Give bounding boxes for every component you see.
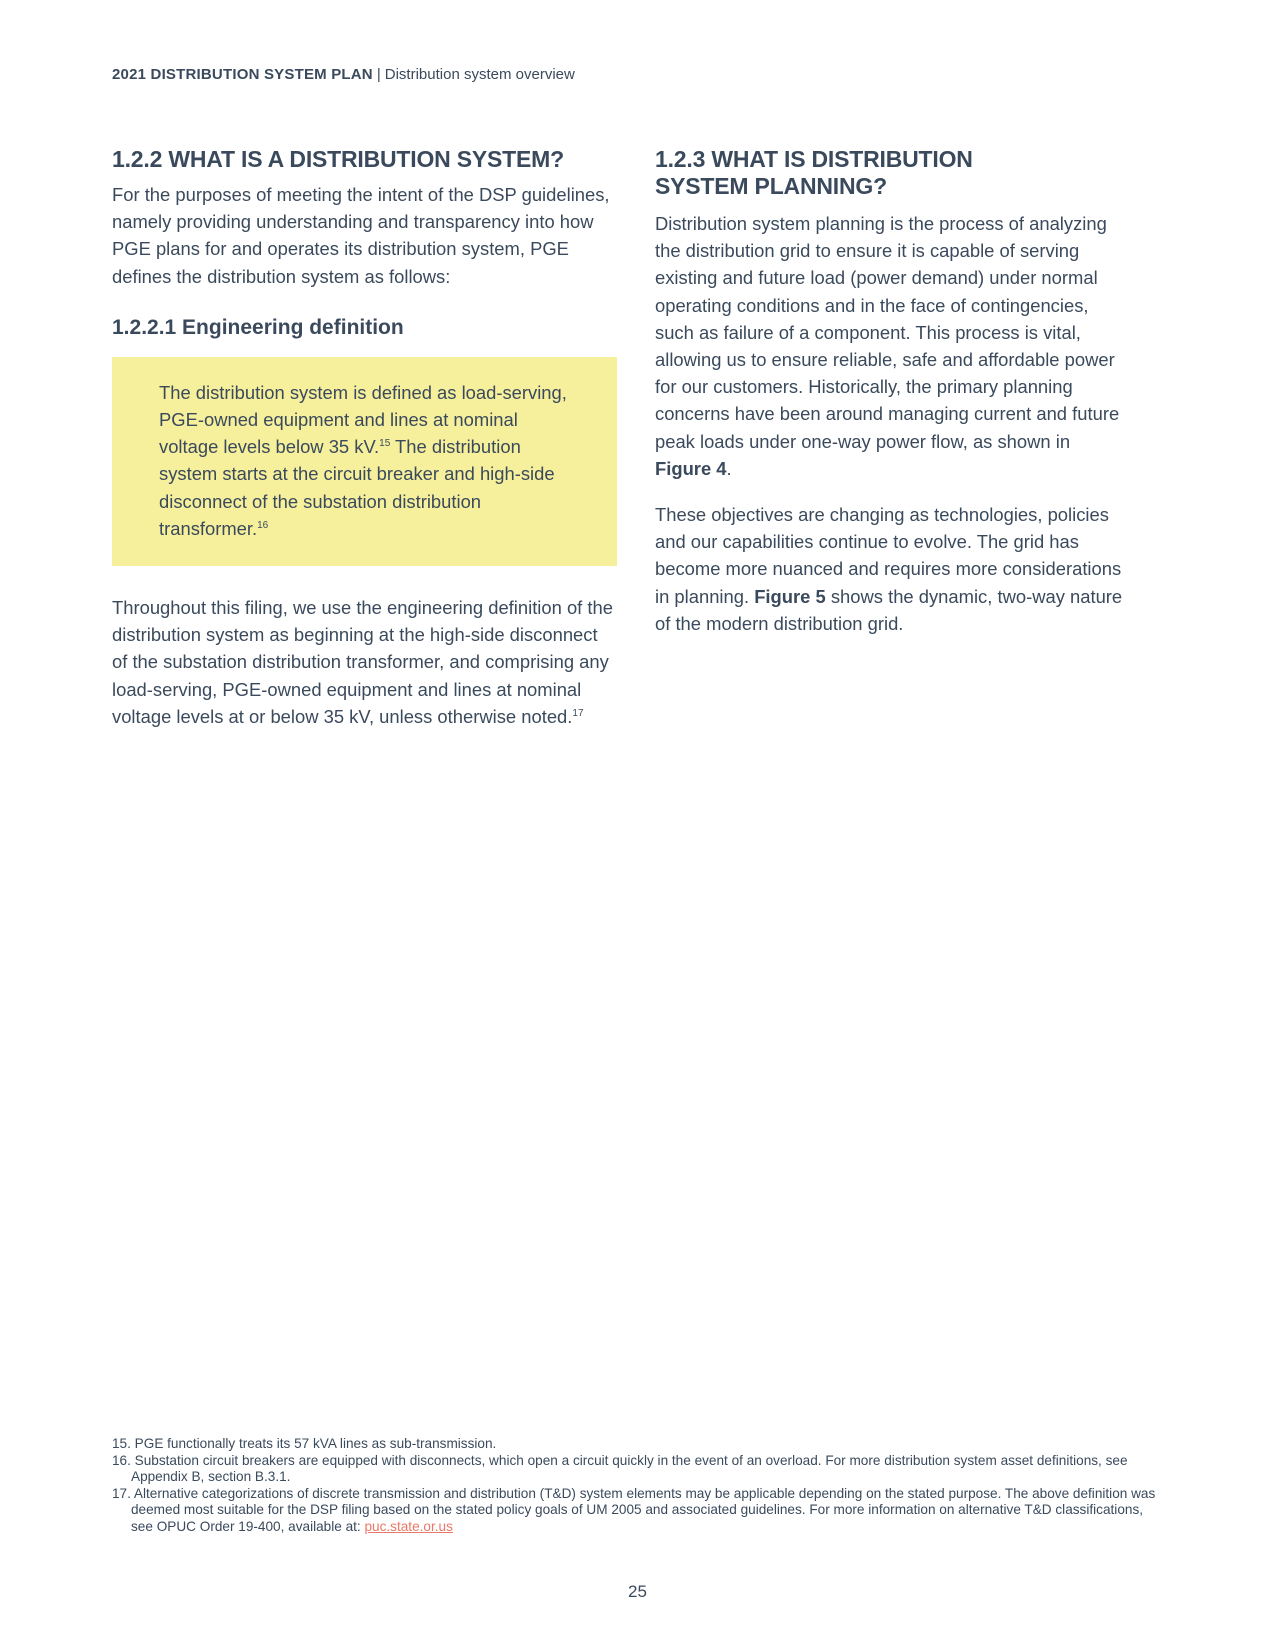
puc-link[interactable]: puc.state.or.us	[364, 1518, 453, 1534]
footnote-ref-15[interactable]: 15	[379, 438, 391, 450]
page-header	[112, 66, 575, 83]
planning-paragraph-2	[655, 501, 1125, 637]
page-number: 25	[628, 1582, 647, 1601]
footnotes	[112, 1436, 1162, 1535]
section-heading-1-2-3: 1.2.3 WHAT IS DISTRIBUTION SYSTEM PLANNING?	[655, 146, 973, 199]
definition-callout	[112, 357, 617, 566]
planning-text-1: Distribution system planning is the process of analyzing the distribution grid to ensure it is capable of serving existing and future load (power demand) under normal operating conditions and in the face of contingencies, such as failure of a component. This process is vital, allowing us to ensure reliable, safe and affordable power for our customers. Historically, the primary planning concerns have been around managing current and future peak loads under one-way power flow, as shown in	[655, 213, 1120, 452]
callout-text-b: The distribution system starts at the circuit breaker and high-side disconnect of the substation distribution transformer.	[159, 436, 555, 539]
intro-paragraph: For the purposes of meeting the intent of the DSP guidelines, namely providing understanding and transparency into how PGE plans for and operates its distribution system, PGE defines the distribution system as follows:	[112, 184, 610, 287]
plan-title: 2021 DISTRIBUTION SYSTEM PLAN	[112, 66, 373, 83]
planning-text-2: These objectives are changing as technologies, policies and our capabilities continue to evolve. The grid has become more nuanced and requires more considerations in planning.	[655, 504, 1122, 607]
right-column	[655, 146, 1125, 637]
planning-text-1-end: .	[726, 457, 732, 479]
footnote-ref-16[interactable]: 16	[257, 519, 269, 531]
left-column	[112, 146, 617, 730]
footnote-ref-17[interactable]: 17	[572, 707, 584, 719]
figure-5-reference[interactable]: Figure 5	[754, 585, 826, 607]
subsection-heading-engineering-definition: 1.2.2.1 Engineering definition	[112, 315, 404, 339]
figure-4-reference[interactable]: Figure 4	[655, 457, 727, 479]
callout-text-a: The distribution system is defined as load-serving, PGE-owned equipment and lines at nominal voltage levels below 35 kV.	[159, 381, 567, 458]
planning-paragraph-1	[655, 210, 1125, 482]
footnote-17-text: 17. Alternative categorizations of discrete transmission and distribution (T&D) system elements may be applicable depending on the stated purpose. The above definition was deemed most suitable for the DSP filing based on the stated policy goals of UM 2005 and associated guidelines. For more information on alternative T&D classifications, see OPUC Order 19-400, available at:	[112, 1485, 1156, 1534]
footnote-17	[112, 1486, 1162, 1536]
section-heading-1-2-2: 1.2.2 WHAT IS A DISTRIBUTION SYSTEM?	[112, 146, 564, 172]
body-text: Throughout this filing, we use the engineering definition of the distribution system as beginning at the high-side disconnect of the substation distribution transformer, and comprising any load-serving, PGE-owned equipment and lines at nominal voltage levels at or below 35 kV, unless otherwise noted.	[112, 597, 613, 727]
section-title: Distribution system overview	[384, 66, 575, 83]
callout-text	[159, 379, 577, 542]
header-separator: |	[376, 66, 381, 83]
footnote-16: 16. Substation circuit breakers are equipped with disconnects, which open a circuit quickly in the event of an overload. For more distribution system asset definitions, see Appendix B, section B.3.1.	[112, 1452, 1128, 1484]
engineering-definition-paragraph	[112, 594, 617, 730]
planning-text-2-end: shows the dynamic, two-way nature of the modern distribution grid.	[655, 585, 1123, 634]
footnote-15: 15. PGE functionally treats its 57 kVA lines as sub-transmission.	[112, 1436, 497, 1451]
